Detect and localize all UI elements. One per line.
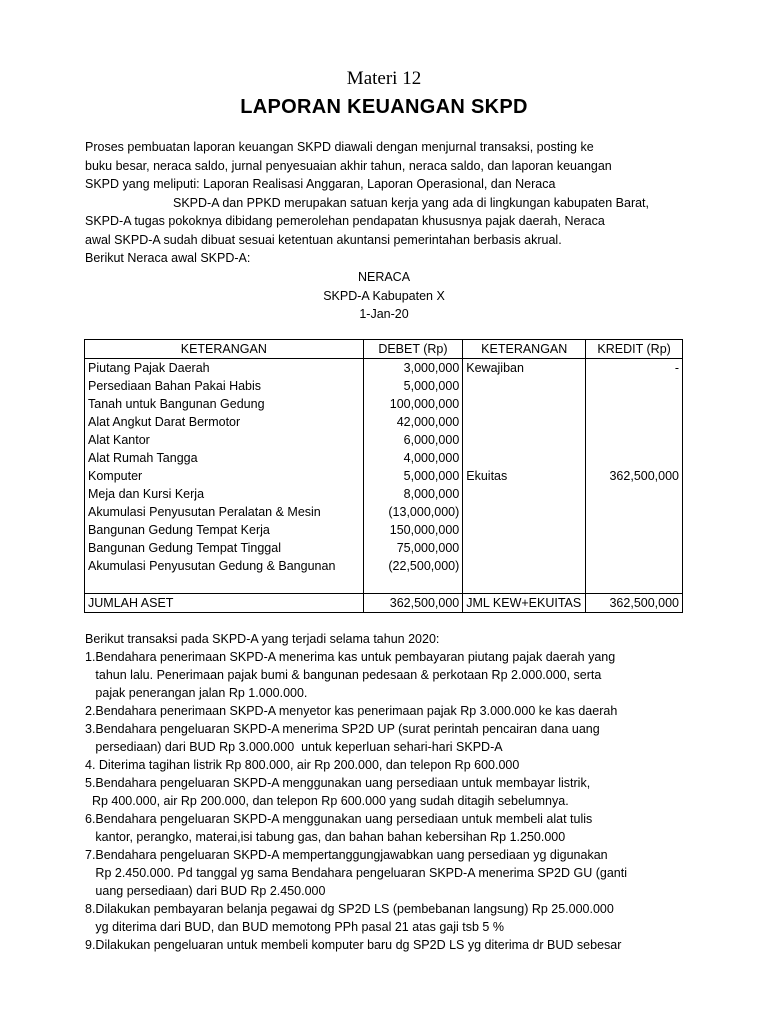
balance-sheet-table <box>84 339 683 613</box>
intro-line: Proses pembuatan laporan keuangan SKPD diawali dengan menjurnal transaksi, posting ke <box>85 140 594 154</box>
intro-paragraph <box>85 138 685 268</box>
table-row <box>85 521 683 539</box>
row-debet: 3,000,000 <box>363 359 463 378</box>
intro-line: awal SKPD-A sudah dibuat sesuai ketentuan akuntansi pemerintahan berbasis akrual. <box>85 232 562 247</box>
transaction-line: yg diterima dari BUD, dan BUD memotong PPh pasal 21 atas gaji tsb 5 % <box>85 920 504 934</box>
intro-line: buku besar, neraca saldo, jurnal penyesuaian akhir tahun, neraca saldo, dan laporan keuangan <box>85 158 612 173</box>
header-keterangan-kredit: KETERANGAN <box>463 340 586 359</box>
row-keterangan-kredit <box>463 503 586 521</box>
row-debet: 42,000,000 <box>363 413 463 431</box>
transaction-line: Rp 2.450.000. Pd tanggal yg sama Bendahara pengeluaran SKPD-A menerima SP2D GU (ganti <box>85 866 627 880</box>
transaction-line: tahun lalu. Penerimaan pajak bumi & bangunan pedesaan & perkotaan Rp 2.000.000, serta <box>85 668 602 682</box>
row-keterangan-debet: Piutang Pajak Daerah <box>85 359 364 378</box>
row-keterangan-debet: Akumulasi Penyusutan Peralatan & Mesin <box>85 503 364 521</box>
header-debet: DEBET (Rp) <box>363 340 463 359</box>
page-title: LAPORAN KEUANGAN SKPD <box>240 96 528 118</box>
transaction-line: 3.Bendahara pengeluaran SKPD-A menerima SP2D UP (surat perintah pencairan dana uang <box>85 722 600 736</box>
row-keterangan-debet: Akumulasi Penyusutan Gedung & Bangunan <box>85 557 364 575</box>
row-keterangan-kredit <box>463 413 586 431</box>
table-row <box>85 431 683 449</box>
transaction-line: 1.Bendahara penerimaan SKPD-A menerima kas untuk pembayaran piutang pajak daerah yang <box>85 650 616 664</box>
row-debet <box>363 575 463 594</box>
row-debet: (13,000,000) <box>363 503 463 521</box>
transaction-line: 5.Bendahara pengeluaran SKPD-A menggunakan uang persediaan untuk membayar listrik, <box>85 776 591 790</box>
intro-line: SKPD-A dan PPKD merupakan satuan kerja yang ada di lingkungan kabupaten Barat, <box>173 195 650 210</box>
row-kredit <box>586 539 683 557</box>
row-keterangan-kredit: Ekuitas <box>463 467 586 485</box>
row-debet: 4,000,000 <box>363 449 463 467</box>
row-kredit <box>586 521 683 539</box>
table-row <box>85 377 683 395</box>
transaction-line: 8.Dilakukan pembayaran belanja pegawai dg SP2D LS (pembebanan langsung) Rp 25.000.000 <box>85 902 614 916</box>
table-row <box>85 413 683 431</box>
transactions-intro: Berikut transaksi pada SKPD-A yang terjadi selama tahun 2020: <box>85 632 440 646</box>
transaction-line: 9.Dilakukan pengeluaran untuk membeli komputer baru dg SP2D LS yg diterima dr BUD sebesar <box>85 938 622 952</box>
row-keterangan-kredit <box>463 575 586 594</box>
row-kredit: 362,500,000 <box>586 467 683 485</box>
row-keterangan-debet: Komputer <box>85 467 364 485</box>
transaction-line: 4. Diterima tagihan listrik Rp 800.000, air Rp 200.000, dan telepon Rp 600.000 <box>85 758 520 772</box>
table-row <box>85 467 683 485</box>
row-keterangan-debet: Bangunan Gedung Tempat Kerja <box>85 521 364 539</box>
neraca-date: 1-Jan-20 <box>359 307 409 321</box>
intro-line: SKPD-A tugas pokoknya dibidang pemerolehan pendapatan khususnya pajak daerah, Neraca <box>85 214 605 228</box>
table-row <box>85 395 683 413</box>
transaction-line: uang persediaan) dari BUD Rp 2.450.000 <box>85 884 326 898</box>
table-row <box>85 449 683 467</box>
row-debet: 6,000,000 <box>363 431 463 449</box>
row-keterangan-kredit <box>463 395 586 413</box>
row-keterangan-kredit <box>463 377 586 395</box>
materi-label: Materi 12 <box>346 68 422 89</box>
row-keterangan-debet: Bangunan Gedung Tempat Tinggal <box>85 539 364 557</box>
neraca-title: NERACA <box>357 270 411 284</box>
row-kredit <box>586 377 683 395</box>
intro-line: Berikut Neraca awal SKPD-A: <box>85 251 251 265</box>
transaction-line: 6.Bendahara pengeluaran SKPD-A menggunakan uang persediaan untuk membeli alat tulis <box>85 812 593 826</box>
row-debet: 100,000,000 <box>363 395 463 413</box>
neraca-entity: SKPD-A Kabupaten X <box>323 288 445 303</box>
total-label-kew-ekuitas: JML KEW+EKUITAS <box>463 594 586 613</box>
row-kredit: - <box>586 359 683 378</box>
header-keterangan-debet: KETERANGAN <box>85 340 364 359</box>
row-kredit <box>586 449 683 467</box>
row-keterangan-debet: Tanah untuk Bangunan Gedung <box>85 395 364 413</box>
row-keterangan-debet: Persediaan Bahan Pakai Habis <box>85 377 364 395</box>
transaction-line: Rp 400.000, air Rp 200.000, dan telepon Rp 600.000 yang sudah ditagih sebelumnya. <box>85 794 569 808</box>
transaction-line: persediaan) dari BUD Rp 3.000.000 untuk keperluan sehari-hari SKPD-A <box>85 740 503 754</box>
table-header-row <box>85 340 683 359</box>
row-kredit <box>586 395 683 413</box>
total-row <box>85 594 683 613</box>
row-keterangan-debet: Meja dan Kursi Kerja <box>85 485 364 503</box>
total-kew-ekuitas: 362,500,000 <box>586 594 683 613</box>
table-row <box>85 503 683 521</box>
intro-line: SKPD yang meliputi: Laporan Realisasi Anggaran, Laporan Operasional, dan Neraca <box>85 177 556 191</box>
row-keterangan-kredit: Kewajiban <box>463 359 586 378</box>
transaction-line: pajak penerangan jalan Rp 1.000.000. <box>85 686 308 700</box>
table-row <box>85 575 683 594</box>
row-keterangan-kredit <box>463 521 586 539</box>
neraca-heading <box>0 268 768 324</box>
row-keterangan-debet: Alat Rumah Tangga <box>85 449 364 467</box>
table-body <box>85 359 683 613</box>
row-keterangan-kredit <box>463 539 586 557</box>
row-keterangan-kredit <box>463 557 586 575</box>
row-debet: 150,000,000 <box>363 521 463 539</box>
total-label-aset: JUMLAH ASET <box>85 594 364 613</box>
row-keterangan-debet <box>85 575 364 594</box>
total-aset: 362,500,000 <box>363 594 463 613</box>
transaction-line: 2.Bendahara penerimaan SKPD-A menyetor kas penerimaan pajak Rp 3.000.000 ke kas daerah <box>85 704 618 718</box>
row-debet: 5,000,000 <box>363 467 463 485</box>
table-row <box>85 359 683 378</box>
row-kredit <box>586 575 683 594</box>
row-debet: 75,000,000 <box>363 539 463 557</box>
row-keterangan-kredit <box>463 449 586 467</box>
row-keterangan-kredit <box>463 431 586 449</box>
row-kredit <box>586 557 683 575</box>
table-row <box>85 485 683 503</box>
row-debet: (22,500,000) <box>363 557 463 575</box>
row-kredit <box>586 431 683 449</box>
row-keterangan-debet: Alat Angkut Darat Bermotor <box>85 413 364 431</box>
row-debet: 8,000,000 <box>363 485 463 503</box>
row-kredit <box>586 413 683 431</box>
row-kredit <box>586 503 683 521</box>
row-keterangan-kredit <box>463 485 586 503</box>
row-keterangan-debet: Alat Kantor <box>85 431 364 449</box>
transaction-line: kantor, perangko, materai,isi tabung gas, dan bahan bahan kebersihan Rp 1.250.000 <box>85 830 566 844</box>
table-row <box>85 539 683 557</box>
transactions-list <box>85 630 685 954</box>
transaction-line: 7.Bendahara pengeluaran SKPD-A mempertanggungjawabkan uang persediaan yg digunakan <box>85 848 608 862</box>
table-row <box>85 557 683 575</box>
row-kredit <box>586 485 683 503</box>
header-kredit: KREDIT (Rp) <box>586 340 683 359</box>
row-debet: 5,000,000 <box>363 377 463 395</box>
